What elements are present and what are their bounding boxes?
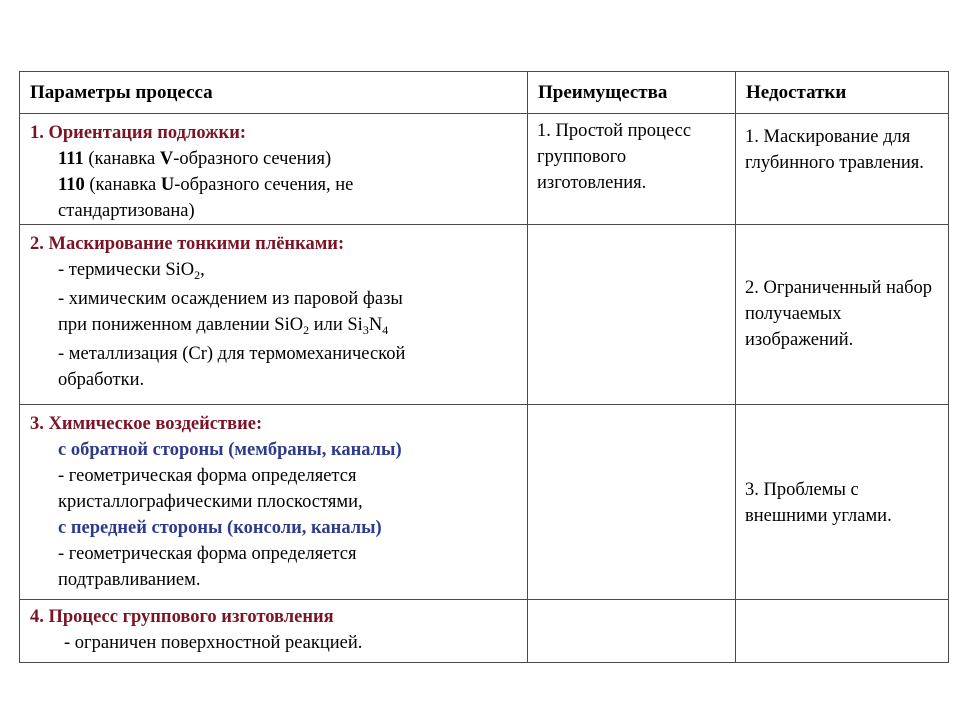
table-row <box>20 405 949 600</box>
param-text: (канавка <box>84 175 161 195</box>
table-row <box>20 600 949 663</box>
advantage-cell: 1. Простой процесс группового изготовления. <box>528 114 736 225</box>
param-cell <box>20 114 528 225</box>
param-text: N <box>368 315 383 335</box>
param-text: - ограничен поверхностной реакцией. <box>64 633 363 653</box>
disadvantage-cell <box>736 600 949 663</box>
param-text: 4. Процесс группового изготовления <box>30 607 334 627</box>
param-text: или Si <box>309 315 363 335</box>
param-cell <box>20 225 528 405</box>
param-line <box>30 312 519 338</box>
param-text: кристаллографическими плоскостями, <box>58 492 363 512</box>
param-text: при пониженном давлении SiO <box>58 315 304 335</box>
param-line <box>30 172 519 198</box>
param-text: 3. Химическое воздействие: <box>30 414 263 434</box>
param-text: 111 <box>58 149 84 169</box>
process-table <box>19 71 949 663</box>
col-header-params: Параметры процесса <box>20 72 528 114</box>
disadvantage-cell: 2. Ограниченный набор получаемых изображений. <box>736 225 949 405</box>
param-text: обработки. <box>58 370 145 390</box>
param-line <box>30 437 519 463</box>
param-text: U <box>160 175 175 195</box>
param-line <box>30 541 519 567</box>
param-text: 2. Маскирование тонкими плёнками: <box>30 234 345 254</box>
param-line <box>30 367 519 393</box>
param-line <box>30 257 519 283</box>
col-header-disadvantages: Недостатки <box>736 72 949 114</box>
advantage-cell <box>528 600 736 663</box>
param-text: с обратной стороны (мембраны, каналы) <box>58 440 402 460</box>
param-text: -образного сечения, не <box>174 175 354 195</box>
header-row <box>20 72 949 114</box>
param-text: , <box>200 260 205 280</box>
param-text: (канавка <box>83 149 160 169</box>
param-text: - геометрическая форма определяется <box>58 466 357 486</box>
param-cell <box>20 405 528 600</box>
subscript-text: 2 <box>194 268 201 282</box>
subscript-text: 2 <box>303 323 310 337</box>
param-line <box>30 463 519 489</box>
advantage-cell <box>528 405 736 600</box>
param-text: 110 <box>58 175 85 195</box>
param-text: - термически SiO <box>58 260 195 280</box>
subscript-text: 4 <box>382 323 389 337</box>
table-row <box>20 114 949 225</box>
param-text: 1. Ориентация подложки: <box>30 123 247 143</box>
table-body <box>20 114 949 663</box>
param-text: стандартизована) <box>58 201 195 221</box>
advantage-cell <box>528 225 736 405</box>
param-line <box>30 515 519 541</box>
param-line <box>30 146 519 172</box>
param-line <box>30 198 519 224</box>
param-text: -образного сечения) <box>173 149 332 169</box>
subscript-text: 3 <box>362 323 369 337</box>
param-line <box>30 489 519 515</box>
disadvantage-cell: 3. Проблемы с внешними углами. <box>736 405 949 600</box>
param-text: с передней стороны (консоли, каналы) <box>58 518 382 538</box>
param-line <box>30 604 519 630</box>
param-cell <box>20 600 528 663</box>
param-text: - химическим осаждением из паровой фазы <box>58 289 403 309</box>
param-line <box>30 630 519 656</box>
param-line <box>30 286 519 312</box>
param-line <box>30 231 519 257</box>
param-text: V <box>159 149 174 169</box>
param-text: - металлизация (Cr) для термомеханической <box>58 344 406 364</box>
param-line <box>30 411 519 437</box>
table-row <box>20 225 949 405</box>
param-line <box>30 341 519 367</box>
param-text: подтравливанием. <box>58 570 201 590</box>
col-header-advantages: Преимущества <box>528 72 736 114</box>
param-line <box>30 567 519 593</box>
param-text: - геометрическая форма определяется <box>58 544 357 564</box>
param-line <box>30 120 519 146</box>
disadvantage-cell: 1. Маскирование для глубинного травления. <box>736 114 949 225</box>
